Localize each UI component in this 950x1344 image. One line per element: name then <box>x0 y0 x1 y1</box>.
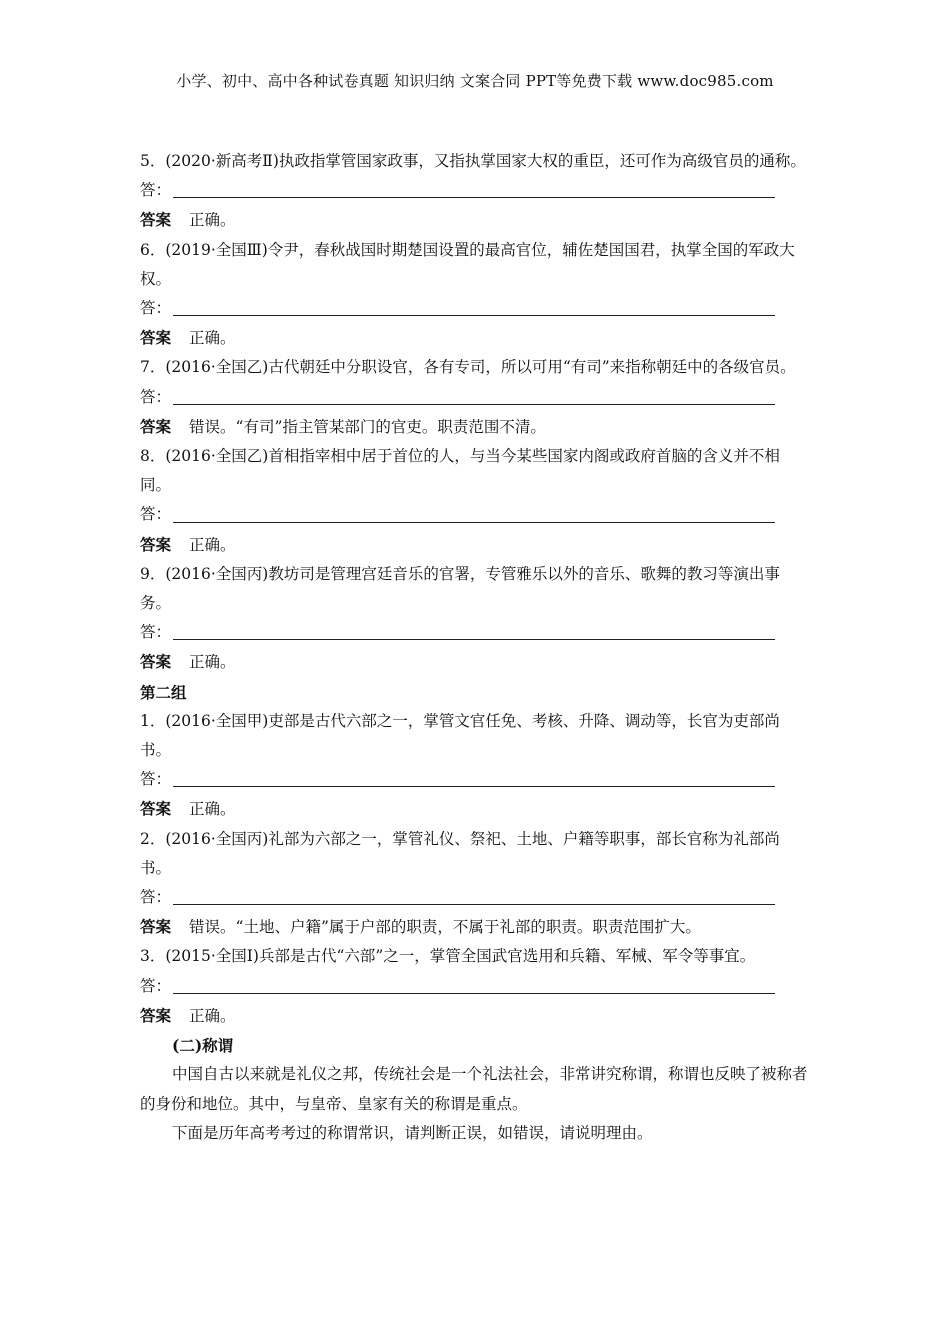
answer-key: 答案 <box>140 416 172 436</box>
question-text: 5．(2020·新高考Ⅱ)执政指掌管国家政事，又指执掌国家大权的重臣，还可作为高级官员的通称。 <box>140 152 806 170</box>
answer-blank[interactable] <box>173 403 775 405</box>
paragraph: 下面是历年高考考过的称谓常识，请判断正误，如错误，请说明理由。 <box>172 1123 653 1142</box>
document-body <box>140 147 810 1148</box>
answer-row <box>140 794 810 824</box>
question-g2-3 <box>140 942 810 1031</box>
answer-key: 答案 <box>140 1005 172 1025</box>
answer-blank[interactable] <box>173 638 775 640</box>
question-8 <box>140 442 810 560</box>
question-5 <box>140 147 810 236</box>
answer-prefix: 答： <box>140 299 172 318</box>
page-header: 小学、初中、高中各种试卷真题 知识归纳 文案合同 PPT等免费下载 www.doc985.com <box>176 72 774 90</box>
answer-text: 错误。“有司”指主管某部门的官吏。职责范围不清。 <box>189 417 546 436</box>
answer-row <box>140 1001 810 1031</box>
answer-text: 正确。 <box>189 329 236 348</box>
answer-blank[interactable] <box>173 521 775 523</box>
answer-prefix: 答： <box>140 888 172 907</box>
answer-row <box>140 647 810 677</box>
answer-prefix: 答： <box>140 181 172 200</box>
question-g2-1 <box>140 707 810 825</box>
answer-row <box>140 530 810 560</box>
answer-line <box>140 294 810 323</box>
answer-line <box>140 883 810 912</box>
answer-text: 正确。 <box>189 653 236 672</box>
question-7 <box>140 353 810 442</box>
answer-text: 正确。 <box>189 800 236 819</box>
section-title: (二)称谓 <box>172 1036 234 1056</box>
question-6 <box>140 236 810 354</box>
answer-row <box>140 323 810 353</box>
answer-key: 答案 <box>140 917 172 937</box>
answer-text: 正确。 <box>189 1006 236 1025</box>
answer-prefix: 答： <box>140 623 172 642</box>
answer-text: 错误。“土地、户籍”属于户部的职责，不属于礼部的职责。职责范围扩大。 <box>189 918 701 937</box>
paragraph: 中国自古以来就是礼仪之邦，传统社会是一个礼法社会，非常讲究称谓，称谓也反映了被称者的身份和地位。其中，与皇帝、皇家有关的称谓是重点。 <box>140 1065 808 1113</box>
question-9 <box>140 560 810 678</box>
answer-line <box>140 972 810 1001</box>
answer-key: 答案 <box>140 210 172 230</box>
answer-line <box>140 176 810 205</box>
answer-line <box>140 500 810 529</box>
answer-row <box>140 912 810 942</box>
group-title: 第二组 <box>140 682 187 702</box>
question-text: 8．(2016·全国乙)首相指宰相中居于首位的人，与当今某些国家内阁或政府首脑的含义并不相同。 <box>140 447 780 495</box>
answer-prefix: 答： <box>140 976 172 995</box>
answer-line <box>140 383 810 412</box>
answer-prefix: 答： <box>140 505 172 524</box>
answer-text: 正确。 <box>189 211 236 230</box>
answer-key: 答案 <box>140 534 172 554</box>
question-text: 2．(2016·全国丙)礼部为六部之一，掌管礼仪、祭祀、土地、户籍等职事，部长官称为礼部尚书。 <box>140 829 780 877</box>
question-text: 6．(2019·全国Ⅲ)令尹，春秋战国时期楚国设置的最高官位，辅佐楚国国君，执掌全国的军政大权。 <box>140 240 795 288</box>
answer-text: 正确。 <box>189 535 236 554</box>
answer-key: 答案 <box>140 328 172 348</box>
answer-blank[interactable] <box>173 992 775 994</box>
question-text: 7．(2016·全国乙)古代朝廷中分职设官，各有专司，所以可用“有司”来指称朝廷中的各级官员。 <box>140 358 796 377</box>
answer-blank[interactable] <box>173 903 775 905</box>
answer-row <box>140 412 810 442</box>
answer-line <box>140 618 810 647</box>
answer-prefix: 答： <box>140 387 172 406</box>
question-text: 1．(2016·全国甲)吏部是古代六部之一，掌管文官任免、考核、升降、调动等，长官为吏部尚书。 <box>140 711 780 760</box>
question-text: 9．(2016·全国丙)教坊司是管理宫廷音乐的官署，专管雅乐以外的音乐、歌舞的教习等演出事务。 <box>140 564 780 613</box>
answer-blank[interactable] <box>173 785 775 787</box>
question-g2-2 <box>140 825 810 943</box>
answer-line <box>140 765 810 794</box>
answer-key: 答案 <box>140 799 172 819</box>
answer-key: 答案 <box>140 652 172 672</box>
answer-prefix: 答： <box>140 770 172 789</box>
question-text: 3．(2015·全国Ⅰ)兵部是古代“六部”之一，掌管全国武官选用和兵籍、军械、军令等事宜。 <box>140 947 756 966</box>
answer-blank[interactable] <box>173 314 775 316</box>
answer-blank[interactable] <box>173 196 775 198</box>
answer-row <box>140 205 810 235</box>
